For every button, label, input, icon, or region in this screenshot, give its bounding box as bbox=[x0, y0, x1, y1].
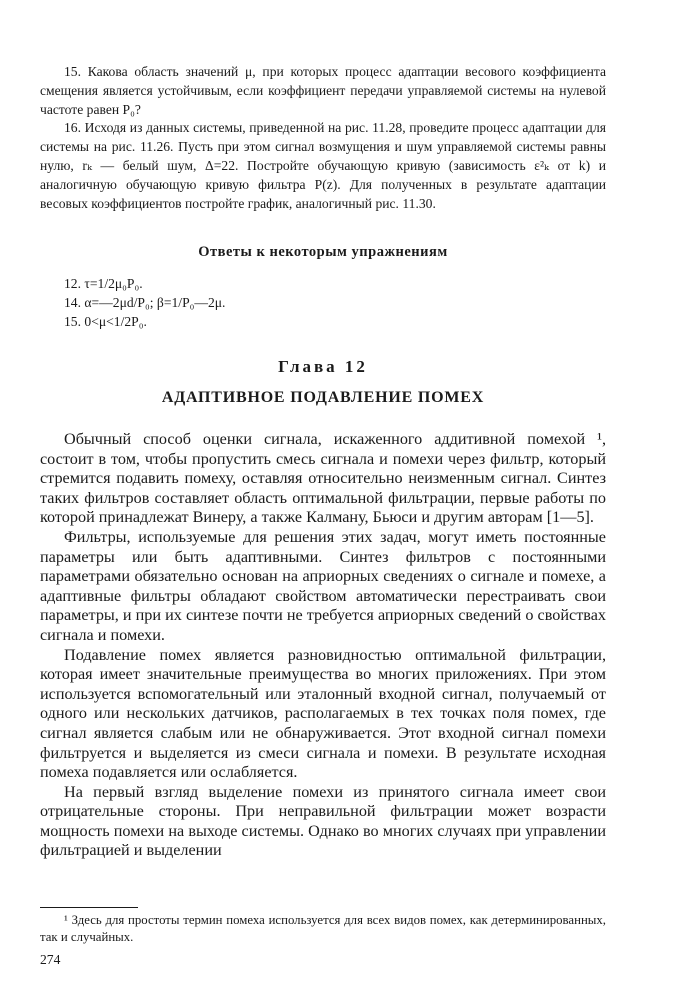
answers-heading: Ответы к некоторым упражнениям bbox=[198, 244, 448, 260]
body-paragraph-1: Обычный способ оценки сигнала, искаженного аддитивной помехой ¹, состоит в том, чтобы пропустить смесь сигнала и помехи через фильтр, который стремится подавить помеху, оставляя относительно неизменным сигнал. Синтез таких фильтров составляет область оптимальной фильтрации, первые работы по которой принадлежат Винеру, а также Калману, Бьюси и другим авторам [1—5]. bbox=[40, 430, 606, 527]
page-number: 274 bbox=[40, 952, 61, 967]
answer-15: 15. 0<μ<1/2P₀. bbox=[64, 314, 147, 329]
footnote-divider bbox=[40, 907, 138, 908]
footnote-text: ¹ Здесь для простоты термин помеха используется для всех видов помех, как детерминированных, так и случайных. bbox=[40, 913, 606, 944]
exercise-15 bbox=[40, 62, 606, 119]
chapter-body bbox=[40, 430, 606, 861]
footnote bbox=[40, 912, 606, 946]
body-paragraph-3: Подавление помех является разновидностью оптимальной фильтрации, которая имеет значительные преимущества во многих приложениях. При этом используется вспомогательный или эталонный входной сигнал, получаемый от одного или нескольких датчиков, располагаемых в тех точках поля помех, где сигнал является слабым или не обнаруживается. Этот входной сигнал помехи фильтруется и выделяется из смеси сигнала и помехи. В результате исходная помеха подавляется или ослабляется. bbox=[40, 645, 606, 782]
answers-list bbox=[64, 274, 225, 331]
exercise-16-text: 16. Исходя из данных системы, приведенной на рис. 11.28, проведите процесс адаптации для системы на рис. 11.26. Пусть при этом сигнал возмущения и шум управляемой системы равны нулю, rₖ — белый шум, Δ=22. Постройте обучающую кривую (зависимость ε²ₖ от k) и аналогичную обучающую кривую фильтра P(z). Для полученных в результате адаптации весовых коэффициентов постройте график, аналогичный рис. 11.30. bbox=[40, 120, 606, 211]
answer-12: 12. τ=1/2μ₀P₀. bbox=[64, 276, 143, 291]
body-paragraph-2: Фильтры, используемые для решения этих задач, могут иметь постоянные параметры или быть адаптивными. Синтез фильтров с постоянными параметрами обязательно основан на априорных сведениях о сигнале и помехе, а адаптивные фильтры обладают свойством автоматически перестраивать свои параметры, и при их синтезе почти не требуется априорных сведений о свойствах сигнала и помехи. bbox=[40, 527, 606, 644]
answer-14: 14. α=—2μd/P₀; β=1/P₀—2μ. bbox=[64, 295, 226, 310]
exercise-15-text: 15. Какова область значений μ, при которых процесс адаптации весового коэффициента смещения является устойчивым, если коэффициент передачи управляемой системы на нулевой частоте равен P₀? bbox=[40, 64, 606, 117]
exercise-16 bbox=[40, 118, 606, 213]
chapter-title: АДАПТИВНОЕ ПОДАВЛЕНИЕ ПОМЕХ bbox=[161, 389, 485, 406]
chapter-number: Глава 12 bbox=[278, 357, 368, 376]
body-paragraph-4: На первый взгляд выделение помехи из принятого сигнала имеет свои отрицательные стороны. При неправильной фильтрации может возрасти мощность помехи на выходе системы. Однако во многих случаях при управлении фильтрацией и выделении bbox=[40, 782, 606, 860]
